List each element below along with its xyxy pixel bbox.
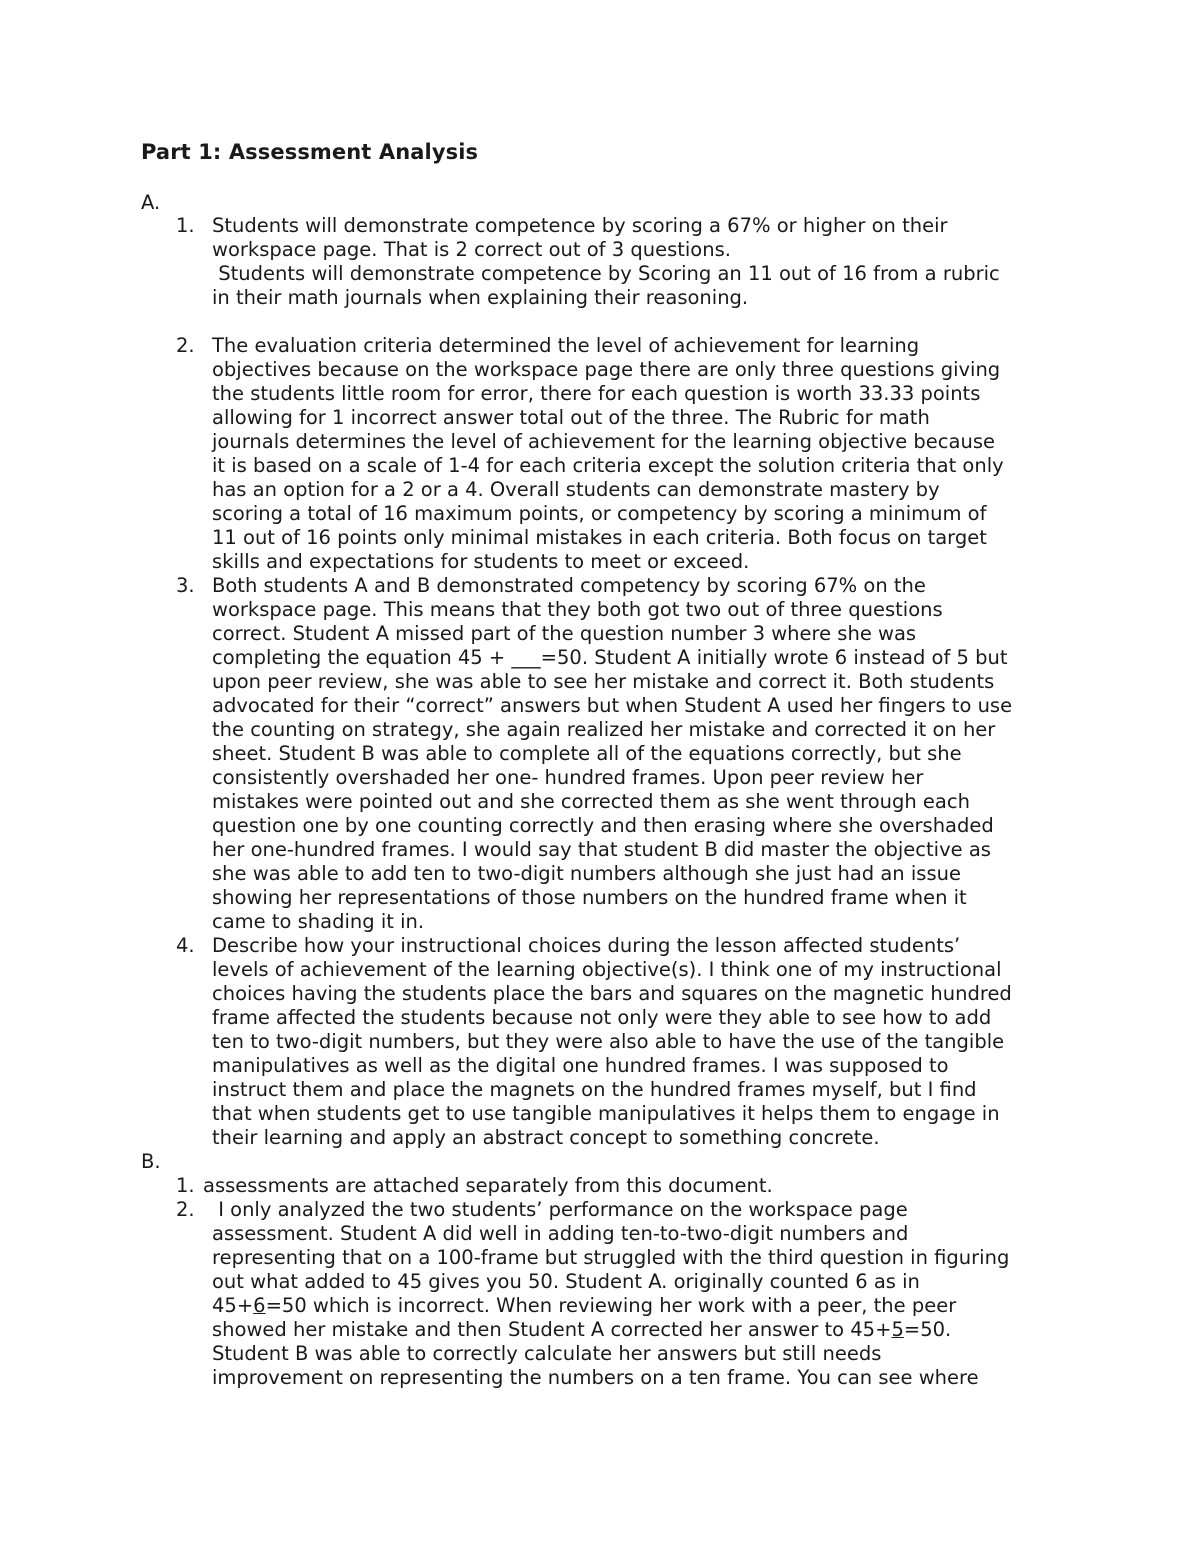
text-line: completing the equation 45 + ___=50. Student A initially wrote 6 instead of 5 but: [212, 646, 1008, 669]
underlined-answer: 5: [891, 1318, 904, 1341]
text-line: mistakes were pointed out and she corrected them as she went through each: [212, 790, 970, 813]
text-line: allowing for 1 incorrect answer total out of the three. The Rubric for math: [212, 406, 930, 429]
text-line: came to shading it in.: [212, 910, 425, 933]
list-text: [212, 1198, 1072, 1390]
text-line: I only analyzed the two students’ performance on the workspace page: [212, 1198, 908, 1221]
text-line: skills and expectations for students to meet or exceed.: [212, 550, 750, 573]
text-line: 11 out of 16 points only minimal mistakes in each criteria. Both focus on target: [212, 526, 987, 549]
equation-prefix: showed her mistake and then Student A corrected her answer to 45+: [212, 1318, 892, 1341]
text-line: out what added to 45 gives you 50. Student A. originally counted 6 as in: [212, 1270, 920, 1293]
list-number: 3.: [176, 574, 195, 597]
section-b-label: B.: [141, 1150, 161, 1173]
text-line: the counting on strategy, she again realized her mistake and corrected it on her: [212, 718, 996, 741]
text-line: she was able to add ten to two-digit numbers although she just had an issue: [212, 862, 961, 885]
text-line: Students will demonstrate competence by scoring a 67% or higher on their: [212, 214, 948, 237]
list-number: 1.: [176, 1174, 195, 1197]
text-line: improvement on representing the numbers on a ten frame. You can see where: [212, 1366, 979, 1389]
text-line: workspace page. This means that they both got two out of three questions: [212, 598, 943, 621]
equation-suffix: =50.: [903, 1318, 952, 1341]
equation-suffix: =50 which is incorrect. When reviewing her work with a peer, the peer: [265, 1294, 957, 1317]
list-text: [212, 214, 1072, 310]
list-text: [212, 934, 1072, 1150]
text-line: scoring a total of 16 maximum points, or competency by scoring a minimum of: [212, 502, 987, 525]
list-number: 4.: [176, 934, 195, 957]
text-line: their learning and apply an abstract concept to something concrete.: [212, 1126, 880, 1149]
list-number: 2.: [176, 334, 195, 357]
list-text: [212, 334, 1072, 574]
text-line: upon peer review, she was able to see her mistake and correct it. Both students: [212, 670, 995, 693]
text-line: The evaluation criteria determined the level of achievement for learning: [212, 334, 920, 357]
text-line: has an option for a 2 or a 4. Overall students can demonstrate mastery by: [212, 478, 940, 501]
equation-prefix: 45+: [212, 1294, 254, 1317]
text-line: showing her representations of those numbers on the hundred frame when it: [212, 886, 967, 909]
text-line: it is based on a scale of 1-4 for each criteria except the solution criteria that only: [212, 454, 1004, 477]
text-line: correct. Student A missed part of the question number 3 where she was: [212, 622, 917, 645]
list-number: 2.: [176, 1198, 195, 1221]
page-title: Part 1: Assessment Analysis: [141, 140, 479, 164]
text-line: consistently overshaded her one- hundred frames. Upon peer review her: [212, 766, 924, 789]
text-line: representing that on a 100-frame but struggled with the third question in figuring: [212, 1246, 1010, 1269]
text-line: Students will demonstrate competence by Scoring an 11 out of 16 from a rubric: [212, 262, 1000, 285]
text-line: that when students get to use tangible manipulatives it helps them to engage in: [212, 1102, 1000, 1125]
text-line: workspace page. That is 2 correct out of 3 questions.: [212, 238, 731, 261]
text-line: ten to two-digit numbers, but they were also able to have the use of the tangible: [212, 1030, 1005, 1053]
text-line: manipulatives as well as the digital one hundred frames. I was supposed to: [212, 1054, 949, 1077]
underlined-answer: 6: [253, 1294, 266, 1317]
text-line: her one-hundred frames. I would say that student B did master the objective as: [212, 838, 991, 861]
text-line: journals determines the level of achievement for the learning objective because: [212, 430, 995, 453]
text-line: Both students A and B demonstrated competency by scoring 67% on the: [212, 574, 926, 597]
text-line: objectives because on the workspace page there are only three questions giving: [212, 358, 1001, 381]
text-line: the students little room for error, there for each question is worth 33.33 points: [212, 382, 981, 405]
text-line: [212, 1294, 1072, 1318]
text-line: [212, 1318, 1072, 1342]
text-line: sheet. Student B was able to complete all of the equations correctly, but she: [212, 742, 962, 765]
list-text: [212, 574, 1072, 934]
text-line: advocated for their “correct” answers but when Student A used her fingers to use: [212, 694, 1013, 717]
text-line: in their math journals when explaining their reasoning.: [212, 286, 749, 309]
text-line: assessment. Student A did well in adding ten-to-two-digit numbers and: [212, 1222, 909, 1245]
text-line: Describe how your instructional choices during the lesson affected students’: [212, 934, 961, 957]
text-line: levels of achievement of the learning objective(s). I think one of my instructional: [212, 958, 1002, 981]
text-line: question one by one counting correctly and then erasing where she overshaded: [212, 814, 994, 837]
list-text: assessments are attached separately from this document.: [203, 1174, 773, 1197]
text-line: frame affected the students because not only were they able to see how to add: [212, 1006, 992, 1029]
text-line: Student B was able to correctly calculate her answers but still needs: [212, 1342, 882, 1365]
text-line: choices having the students place the bars and squares on the magnetic hundred: [212, 982, 1012, 1005]
text-line: instruct them and place the magnets on the hundred frames myself, but I find: [212, 1078, 977, 1101]
list-number: 1.: [176, 214, 195, 237]
section-a-label: A.: [141, 191, 161, 214]
